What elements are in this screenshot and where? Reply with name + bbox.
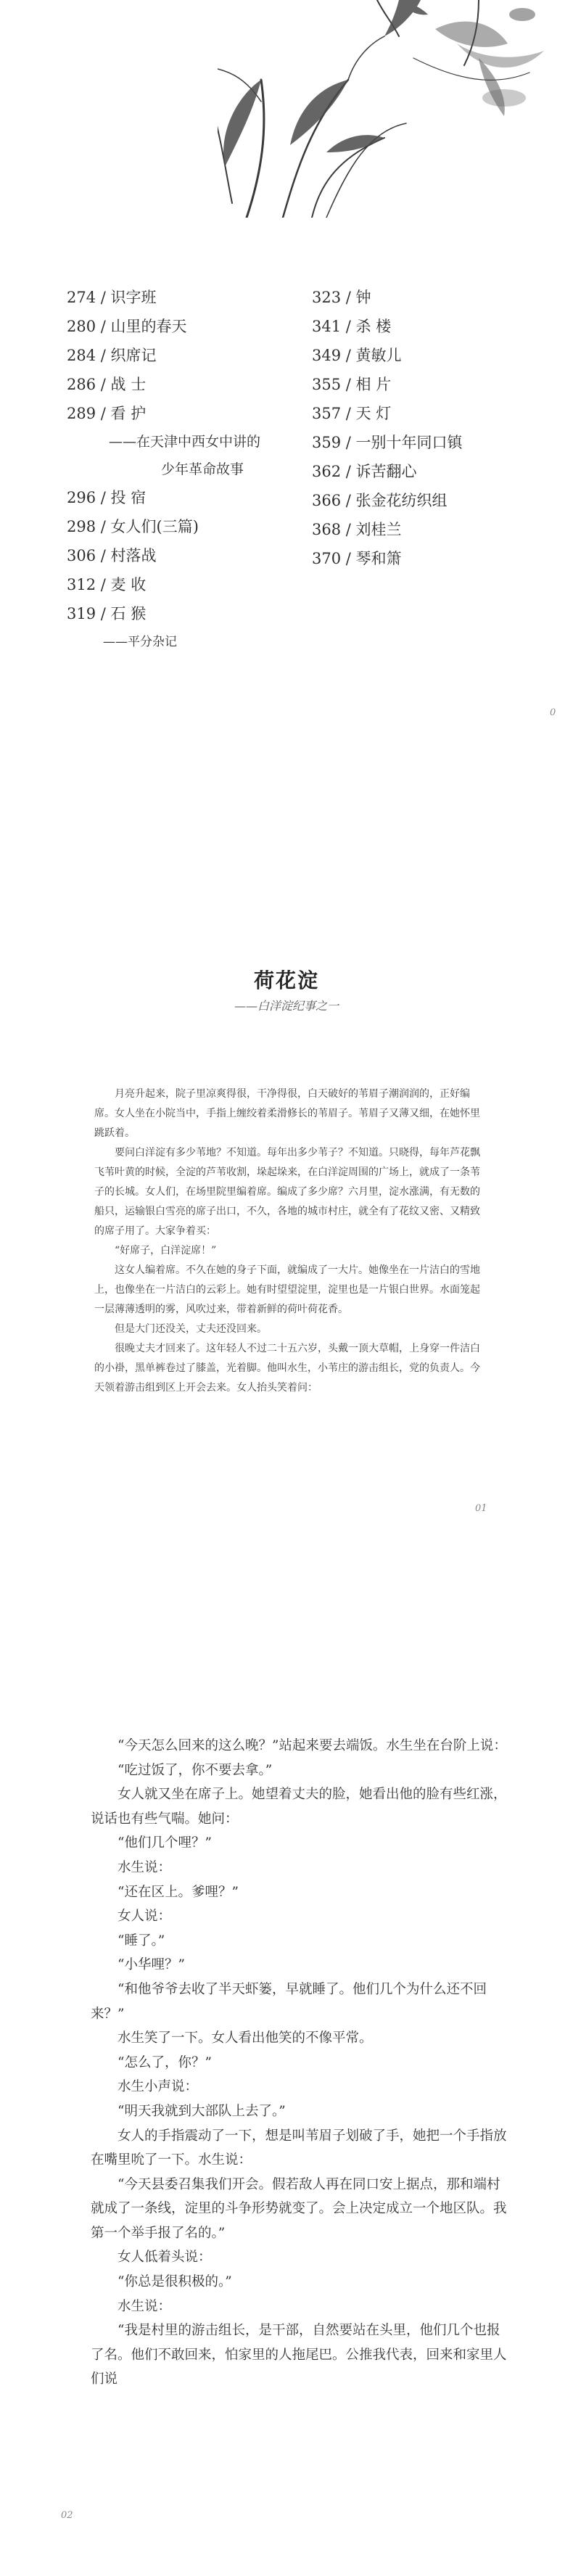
toc-left-column	[67, 283, 313, 656]
paragraph: 水生笑了一下。女人看出他笑的不像平常。	[118, 2030, 373, 2046]
toc-entry[interactable]: 296 / 投 宿	[67, 489, 147, 506]
toc-entry[interactable]: 359 / 一别十年同口镇	[312, 434, 463, 451]
toc-entry[interactable]: 319 / 石 猴	[67, 605, 147, 622]
page-number: 0	[550, 707, 556, 718]
toc-entry[interactable]: 284 / 织席记	[67, 347, 157, 364]
toc-entry[interactable]: 306 / 村落战	[67, 547, 157, 564]
paragraph: “明天我就到大部队上去了。”	[118, 2103, 286, 2119]
toc-note: ——在天津中西女中讲的	[109, 434, 261, 450]
toc-entry[interactable]: 312 / 麦 收	[67, 576, 147, 593]
paragraph: 这女人编着席。不久在她的身子下面，就编成了一大片。她像坐在一片洁白的雪地上，也像坐在一片洁白的云彩上。她有时望望淀里，淀里也是一片银白世界。水面笼起一层薄薄透明的雾，风吹过来，带着新鲜的荷叶荷花香。	[94, 1264, 480, 1315]
toc-entry[interactable]: 357 / 天 灯	[312, 405, 392, 422]
paragraph: “和他爷爷去收了半天虾篓，早就睡了。他们几个为什么还不回来？”	[91, 1981, 487, 2022]
story-subtitle: ——白洋淀纪事之一	[234, 999, 339, 1013]
toc-entry[interactable]: 362 / 诉苦翻心	[312, 463, 417, 480]
toc-entry[interactable]: 349 / 黄敏儿	[312, 347, 402, 364]
paragraph: “还在区上。爹哩？”	[118, 1884, 239, 1900]
paragraph: “今天怎么回来的这么晚？”站起来要去端饭。水生坐在台阶上说：	[118, 1738, 507, 1753]
toc-entry[interactable]: 366 / 张金花纺织组	[312, 492, 448, 509]
paragraph: “你总是很积极的。”	[118, 2274, 232, 2290]
toc-note: 少年革命故事	[161, 461, 244, 477]
paragraph: “吃过饭了，你不要去拿。”	[118, 1762, 273, 1778]
paragraph: 水生小声说：	[118, 2079, 199, 2095]
paragraph: 水生说：	[118, 2298, 172, 2314]
toc-entry[interactable]: 274 / 识字班	[67, 289, 157, 306]
story-body	[91, 1734, 511, 2392]
toc-entry[interactable]: 298 / 女人们(三篇)	[67, 518, 199, 535]
paragraph: 月亮升起来，院子里凉爽得很，干净得很，白天破好的苇眉子潮润润的，正好编席。女人坐在小院当中，手指上缠绞着柔滑修长的苇眉子。苇眉子又薄又细，在她怀里跳跃着。	[94, 1088, 480, 1139]
toc-entry[interactable]: 323 / 钟	[312, 289, 371, 306]
paragraph: 女人低着头说：	[118, 2250, 212, 2266]
paragraph: 女人说：	[118, 1909, 172, 1925]
story-page-2	[0, 1698, 573, 2576]
page-number: 01	[475, 1503, 487, 1514]
paragraph: “小华哩？”	[118, 1957, 185, 1973]
paragraph: “今天县委召集我们开会。假若敌人再在同口安上据点，那和端村就成了一条线，淀里的斗争形势就变了。会上决定成立一个地区队。我第一个举手报了名的。”	[91, 2176, 507, 2241]
paragraph: 女人的手指震动了一下，想是叫苇眉子划破了手，她把一个手指放在嘴里吮了一下。水生说：	[91, 2128, 507, 2168]
page-number: 02	[61, 2510, 73, 2521]
toc-entry[interactable]: 355 / 相 片	[312, 376, 392, 393]
toc-right-column	[312, 283, 529, 573]
paragraph: 水生说：	[118, 1859, 172, 1875]
paragraph: 但是大门还没关，丈夫还没回来。	[115, 1323, 267, 1335]
toc-entry[interactable]: 280 / 山里的春天	[67, 318, 187, 335]
story-title: 荷花淀	[253, 968, 319, 992]
paragraph: “怎么了，你？”	[118, 2054, 212, 2070]
toc-entry[interactable]: 370 / 琴和箫	[312, 550, 402, 567]
toc-entry[interactable]: 289 / 看 护	[67, 405, 147, 422]
paragraph: 要问白洋淀有多少苇地？不知道。每年出多少苇子？不知道。只晓得，每年芦花飘飞苇叶黄的时候，全淀的芦苇收割，垛起垛来，在白洋淀周围的广场上，就成了一条苇子的长城。女人们，在场里院里编着席。编成了多少席？六月里，淀水涨满，有无数的船只，运输银白雪亮的席子出口，不久，各地的城市村庄，就全有了花纹又密、又精致的席子用了。大家争着买：	[94, 1147, 480, 1237]
lotus-ink-illustration	[218, 0, 573, 218]
toc-note: ——平分杂记	[103, 635, 177, 649]
paragraph: “我是村里的游击组长，是干部，自然要站在头里，他们几个也报了名。他们不敢回来，怕家里的人拖尾巴。公推我代表，回来和家里人们说	[91, 2323, 507, 2387]
paragraph: “睡了。”	[118, 1933, 165, 1949]
paragraph: 很晚丈夫才回来了。这年轻人不过二十五六岁，头戴一顶大草帽，上身穿一件洁白的小褂，黑单裤卷过了膝盖，光着脚。他叫水生，小苇庄的游击组长，党的负责人。今天领着游击组到区上开会去来。女人抬头笑着问：	[94, 1343, 480, 1394]
paragraph: 女人就又坐在席子上。她望着丈夫的脸，她看出他的脸有些红涨，说话也有些气喘。她问：	[91, 1787, 507, 1827]
paragraph: “他们几个哩？”	[118, 1835, 212, 1851]
paragraph: “好席子，白洋淀席！”	[115, 1245, 217, 1256]
story-page-1	[0, 827, 573, 1690]
toc-entry[interactable]: 286 / 战 士	[67, 376, 147, 393]
story-body	[94, 1085, 482, 1398]
toc-entry[interactable]: 341 / 杀 楼	[312, 318, 392, 335]
toc-entry[interactable]: 368 / 刘桂兰	[312, 521, 402, 538]
toc-page	[0, 0, 573, 754]
